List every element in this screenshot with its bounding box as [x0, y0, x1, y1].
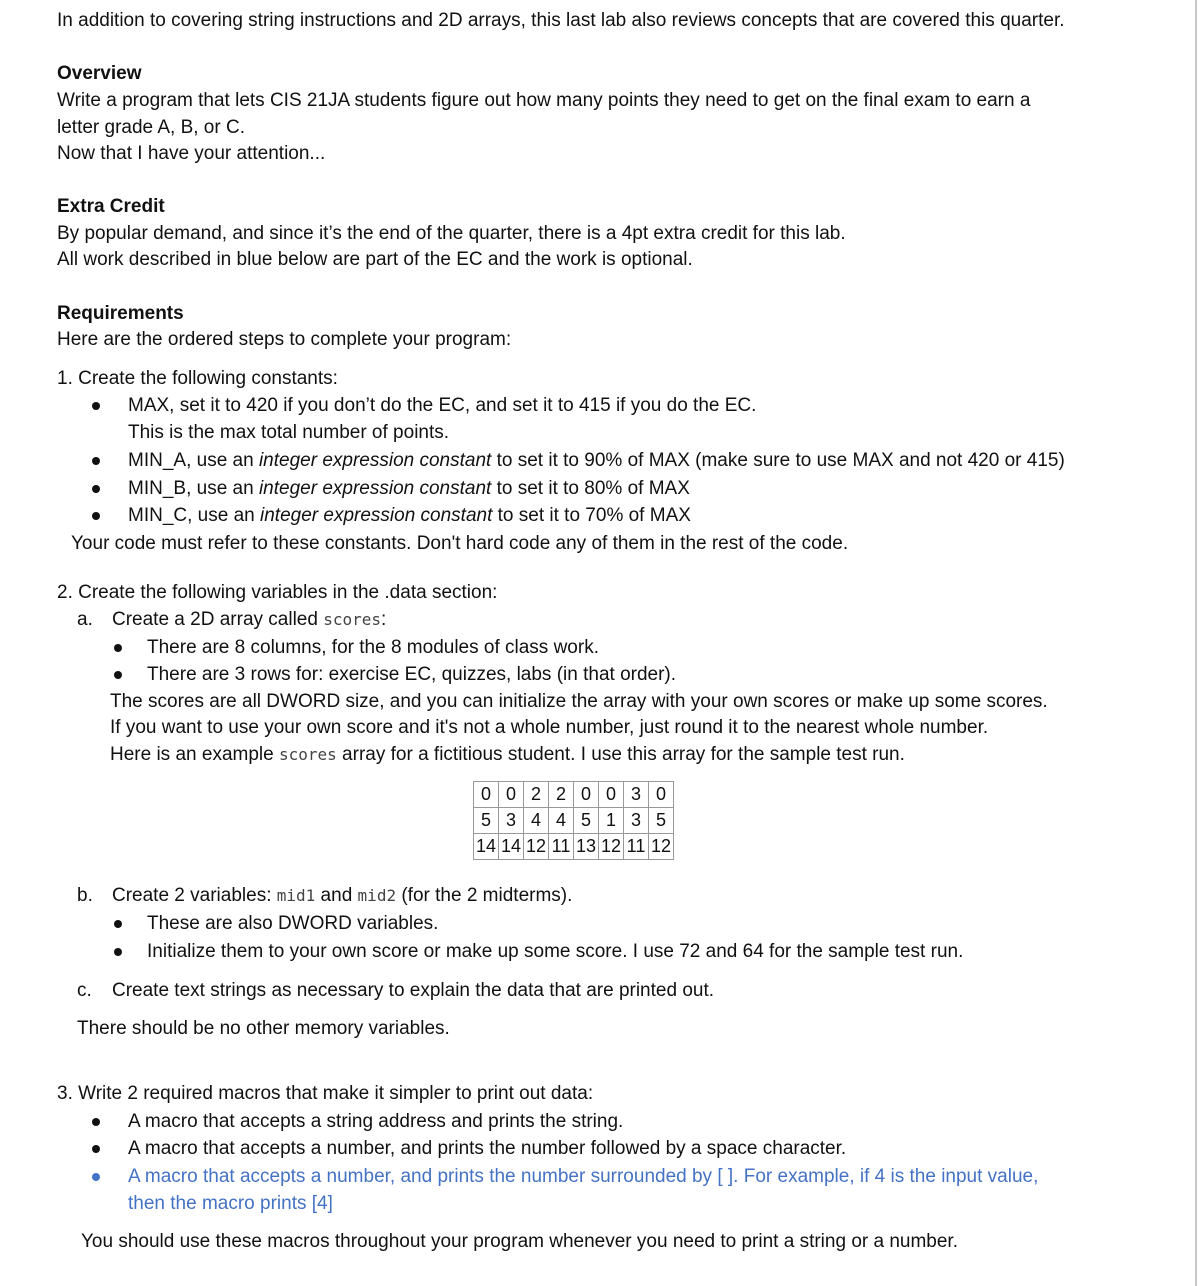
- requirements-heading: Requirements: [57, 303, 184, 324]
- step3-footer: You should use these macros throughout your program whenever you need to print a string or a number.: [81, 1231, 958, 1252]
- step2-c-text: Create text strings as necessary to explain the data that are printed out.: [112, 980, 715, 1001]
- bullet-icon: [92, 485, 100, 493]
- table-cell: 5: [649, 808, 674, 834]
- bullet-icon: [92, 1173, 100, 1181]
- table-row: [474, 808, 674, 834]
- table-cell: 3: [624, 808, 649, 834]
- table-cell: 13: [574, 834, 599, 860]
- step2-a-para-3: Here is an example scores array for a fictitious student. I use this array for the sample test run.: [110, 744, 905, 765]
- table-cell: 0: [599, 782, 624, 808]
- bullet-icon: [114, 948, 122, 956]
- bullet-icon: [92, 457, 100, 465]
- table-cell: 5: [574, 808, 599, 834]
- table-cell: 12: [524, 834, 549, 860]
- extra-credit-heading: Extra Credit: [57, 196, 165, 217]
- step3-title: 3. Write 2 required macros that make it simpler to print out data:: [57, 1083, 594, 1104]
- step2-a-text: Create a 2D array called scores:: [112, 609, 387, 630]
- step2-b-text: Create 2 variables: mid1 and mid2 (for the 2 midterms).: [112, 885, 573, 906]
- table-cell: 0: [499, 782, 524, 808]
- table-row: [474, 782, 674, 808]
- requirements-intro: Here are the ordered steps to complete your program:: [57, 329, 512, 350]
- bullet-icon: [114, 920, 122, 928]
- bullet-icon: [92, 512, 100, 520]
- table-cell: 12: [649, 834, 674, 860]
- overview-line-3: Now that I have your attention...: [57, 143, 326, 164]
- overview-heading: Overview: [57, 63, 142, 84]
- step2-b-bullet-1: These are also DWORD variables.: [147, 913, 439, 934]
- overview-line-1: Write a program that lets CIS 21JA students figure out how many points they need to get on the final exam to earn a: [57, 90, 1031, 111]
- step2-c-letter: c.: [77, 980, 92, 1001]
- intro-text: In addition to covering string instructions and 2D arrays, this last lab also reviews concepts that are covered this quarter.: [57, 10, 1065, 31]
- table-cell: 14: [474, 834, 499, 860]
- table-cell: 2: [524, 782, 549, 808]
- table-cell: 4: [549, 808, 574, 834]
- step2-a-para-1: The scores are all DWORD size, and you can initialize the array with your own scores or make up some scores.: [110, 691, 1048, 712]
- overview-line-2: letter grade A, B, or C.: [57, 117, 245, 138]
- table-cell: 11: [624, 834, 649, 860]
- step3-ec-bullet-line-1: A macro that accepts a number, and prints the number surrounded by [ ]. For example, if 4 is the input value,: [128, 1166, 1039, 1187]
- table-cell: 3: [499, 808, 524, 834]
- step3-bullet-2: A macro that accepts a number, and prints the number followed by a space character.: [128, 1138, 847, 1159]
- step2-title: 2. Create the following variables in the .data section:: [57, 582, 498, 603]
- table-cell: 14: [499, 834, 524, 860]
- table-cell: 0: [574, 782, 599, 808]
- table-cell: 0: [474, 782, 499, 808]
- bullet-icon: [92, 402, 100, 410]
- bullet-icon: [114, 671, 122, 679]
- step2-b-bullet-2: Initialize them to your own score or make up some score. I use 72 and 64 for the sample test run.: [147, 941, 964, 962]
- extra-credit-line-2: All work described in blue below are part of the EC and the work is optional.: [57, 249, 693, 270]
- step2-footer: There should be no other memory variables.: [77, 1018, 450, 1039]
- table-cell: 12: [599, 834, 624, 860]
- step3-bullet-1: A macro that accepts a string address and prints the string.: [128, 1111, 624, 1132]
- bullet-icon: [92, 1118, 100, 1126]
- step2-a-para-2: If you want to use your own score and it's not a whole number, just round it to the nearest whole number.: [110, 717, 989, 738]
- table-cell: 0: [649, 782, 674, 808]
- table-cell: 2: [549, 782, 574, 808]
- scores-table: [473, 781, 674, 860]
- table-cell: 11: [549, 834, 574, 860]
- extra-credit-line-1: By popular demand, and since it’s the end of the quarter, there is a 4pt extra credit for this lab.: [57, 223, 846, 244]
- step1-max-line-2: This is the max total number of points.: [128, 422, 450, 443]
- step2-b-letter: b.: [77, 885, 93, 906]
- step2-a-letter: a.: [77, 609, 93, 630]
- table-cell: 5: [474, 808, 499, 834]
- table-cell: 4: [524, 808, 549, 834]
- step2-a-bullet-2: There are 3 rows for: exercise EC, quizzes, labs (in that order).: [147, 664, 677, 685]
- step1-min-b: MIN_B, use an integer expression constant to set it to 80% of MAX: [128, 478, 690, 499]
- bullet-icon: [92, 1145, 100, 1153]
- bullet-icon: [114, 644, 122, 652]
- step2-a-bullet-1: There are 8 columns, for the 8 modules of class work.: [147, 637, 599, 658]
- step1-title: 1. Create the following constants:: [57, 368, 338, 389]
- step1-footer: Your code must refer to these constants. Don't hard code any of them in the rest of the code.: [71, 533, 849, 554]
- table-cell: 1: [599, 808, 624, 834]
- table-row: [474, 834, 674, 860]
- step1-min-a: MIN_A, use an integer expression constant to set it to 90% of MAX (make sure to use MAX and not 420 or 415): [128, 450, 1065, 471]
- page-edge-rule: [1195, 0, 1197, 1286]
- table-cell: 3: [624, 782, 649, 808]
- step1-min-c: MIN_C, use an integer expression constant to set it to 70% of MAX: [128, 505, 691, 526]
- step1-max-line-1: MAX, set it to 420 if you don’t do the EC, and set it to 415 if you do the EC.: [128, 395, 757, 416]
- step3-ec-bullet-line-2: then the macro prints [4]: [128, 1193, 333, 1214]
